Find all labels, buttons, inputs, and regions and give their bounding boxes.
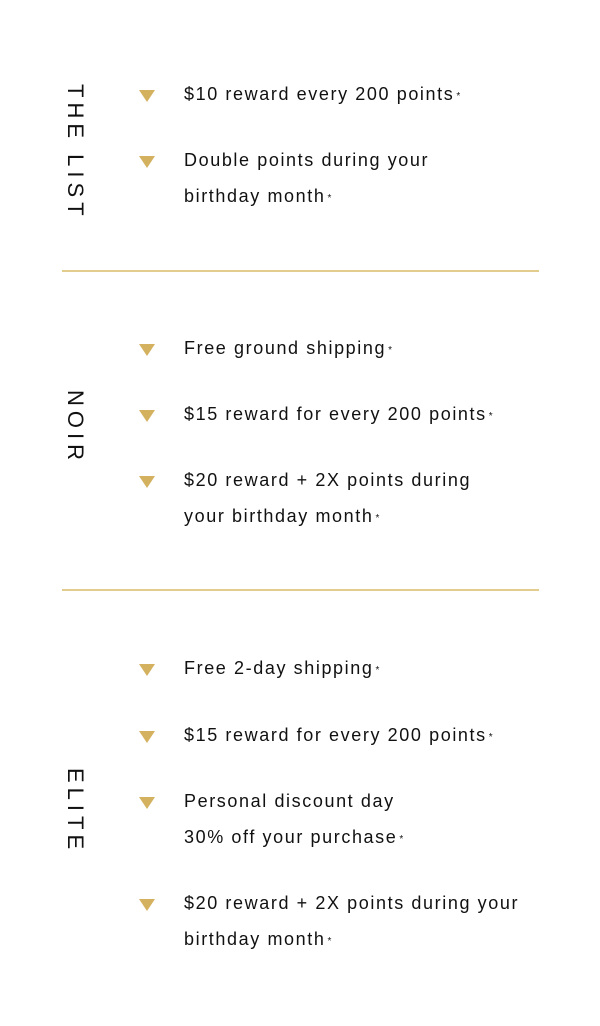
tier-label: ELITE [63,768,88,855]
benefit-text: birthday month [184,929,326,949]
asterisk: * [456,91,461,102]
asterisk: * [375,513,380,524]
triangle-bullet-icon [139,476,155,488]
asterisk: * [488,411,493,422]
triangle-bullet-icon [139,664,155,676]
benefit-text: Free ground shipping [184,338,387,358]
triangle-bullet-icon [139,410,155,422]
benefit-text: Free 2-day shipping [184,658,374,678]
triangle-bullet-icon [139,797,155,809]
benefit-text: $15 reward for every 200 points [184,725,487,745]
triangle-bullet-icon [139,90,155,102]
benefit-text: $20 reward + 2X points during [184,470,472,490]
asterisk: * [327,193,332,204]
asterisk: * [388,345,393,356]
triangle-bullet-icon [139,344,155,356]
benefit-text: $10 reward every 200 points [184,84,455,104]
triangle-bullet-icon [139,899,155,911]
benefit-text: 30% off your purchase [184,827,398,847]
benefit-text: birthday month [184,186,326,206]
benefit-text: your birthday month [184,506,374,526]
asterisk: * [488,732,493,743]
section-divider [62,270,539,272]
tier-label: THE LIST [63,84,88,221]
asterisk: * [375,665,380,676]
asterisk: * [327,936,332,947]
triangle-bullet-icon [139,156,155,168]
asterisk: * [399,834,404,845]
section-divider [62,589,539,591]
triangle-bullet-icon [139,731,155,743]
tier-label: NOIR [63,390,88,465]
benefit-text: $15 reward for every 200 points [184,404,487,424]
benefit-text: Double points during your [184,150,430,170]
benefit-text: Personal discount day [184,791,395,811]
benefit-text: $20 reward + 2X points during your [184,893,520,913]
